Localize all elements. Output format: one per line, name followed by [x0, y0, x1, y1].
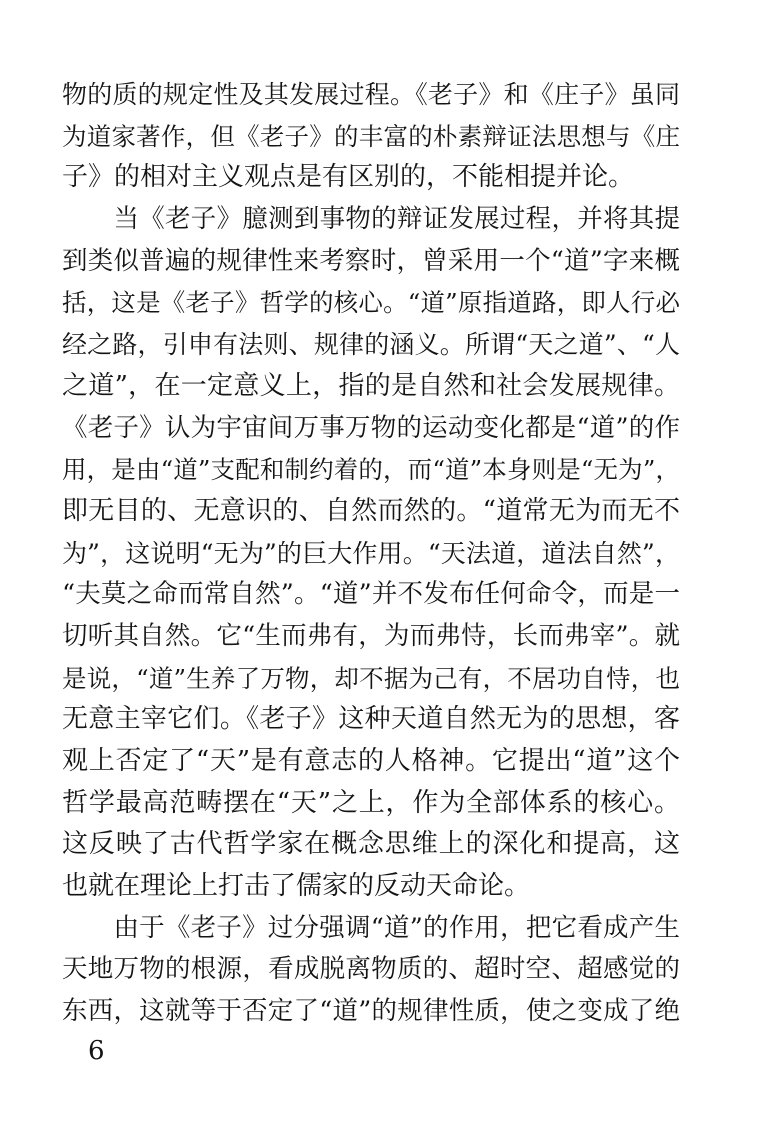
text-line: 也就在理论上打击了儒家的反动天命论。	[62, 871, 531, 902]
text-line: 经之路，引申有法则、规律的涵义。所谓“天之道”、“人	[62, 330, 680, 360]
text-line: 观上否定了“天”是有意志的人格神。它提出“道”这个	[62, 746, 680, 776]
page-number: 6	[88, 1036, 105, 1066]
text-line: 《老子》认为宇宙间万事万物的运动变化都是“道”的作	[62, 412, 680, 443]
text-line: 为”，这说明“无为”的巨大作用。“天法道，道法自然”，	[62, 538, 680, 568]
text-line: 是说，“道”生养了万物，却不据为己有，不居功自恃，也	[62, 663, 680, 693]
text-line: 用，是由“道”支配和制约着的，而“道”本身则是“无为”，	[62, 455, 680, 485]
text-line: 为道家著作，但《老子》的丰富的朴素辩证法思想与《庄	[62, 121, 680, 151]
text-line: 当《老子》臆测到事物的辩证发展过程，并将其提	[62, 204, 680, 235]
text-line: 子》的相对主义观点是有区别的，不能相提并论。	[62, 162, 635, 193]
text-line: 之道”，在一定意义上，指的是自然和社会发展规律。	[62, 370, 680, 401]
text-line: 哲学最高范畴摆在“天”之上，作为全部体系的核心。	[62, 787, 680, 818]
text-line: 括，这是《老子》哲学的核心。“道”原指道路，即人行必	[62, 288, 680, 318]
text-line: 到类似普遍的规律性来考察时，曾采用一个“道”字来概	[62, 245, 680, 276]
text-line: 天地万物的根源，看成脱离物质的、超时空、超感觉的	[62, 954, 680, 985]
text-line: 物的质的规定性及其发展过程。《老子》和《庄子》虽同	[62, 80, 680, 109]
text-line: 无意主宰它们。《老子》这种天道自然无为的思想，客	[62, 704, 680, 735]
text-line: 切听其自然。它“生而弗有，为而弗恃，长而弗宰”。就	[62, 620, 680, 651]
text-line: 由于《老子》过分强调“道”的作用，把它看成产生	[62, 912, 680, 943]
text-line: “夫莫之命而常自然”。“道”并不发布任何命令，而是一	[62, 579, 680, 610]
text-line: 东西，这就等于否定了“道”的规律性质，使之变成了绝	[62, 996, 680, 1027]
body-text	[62, 74, 680, 1033]
text-line: 这反映了古代哲学家在概念思维上的深化和提高，这	[62, 829, 680, 860]
text-line: 即无目的、无意识的、自然而然的。“道常无为而无不	[62, 495, 680, 526]
